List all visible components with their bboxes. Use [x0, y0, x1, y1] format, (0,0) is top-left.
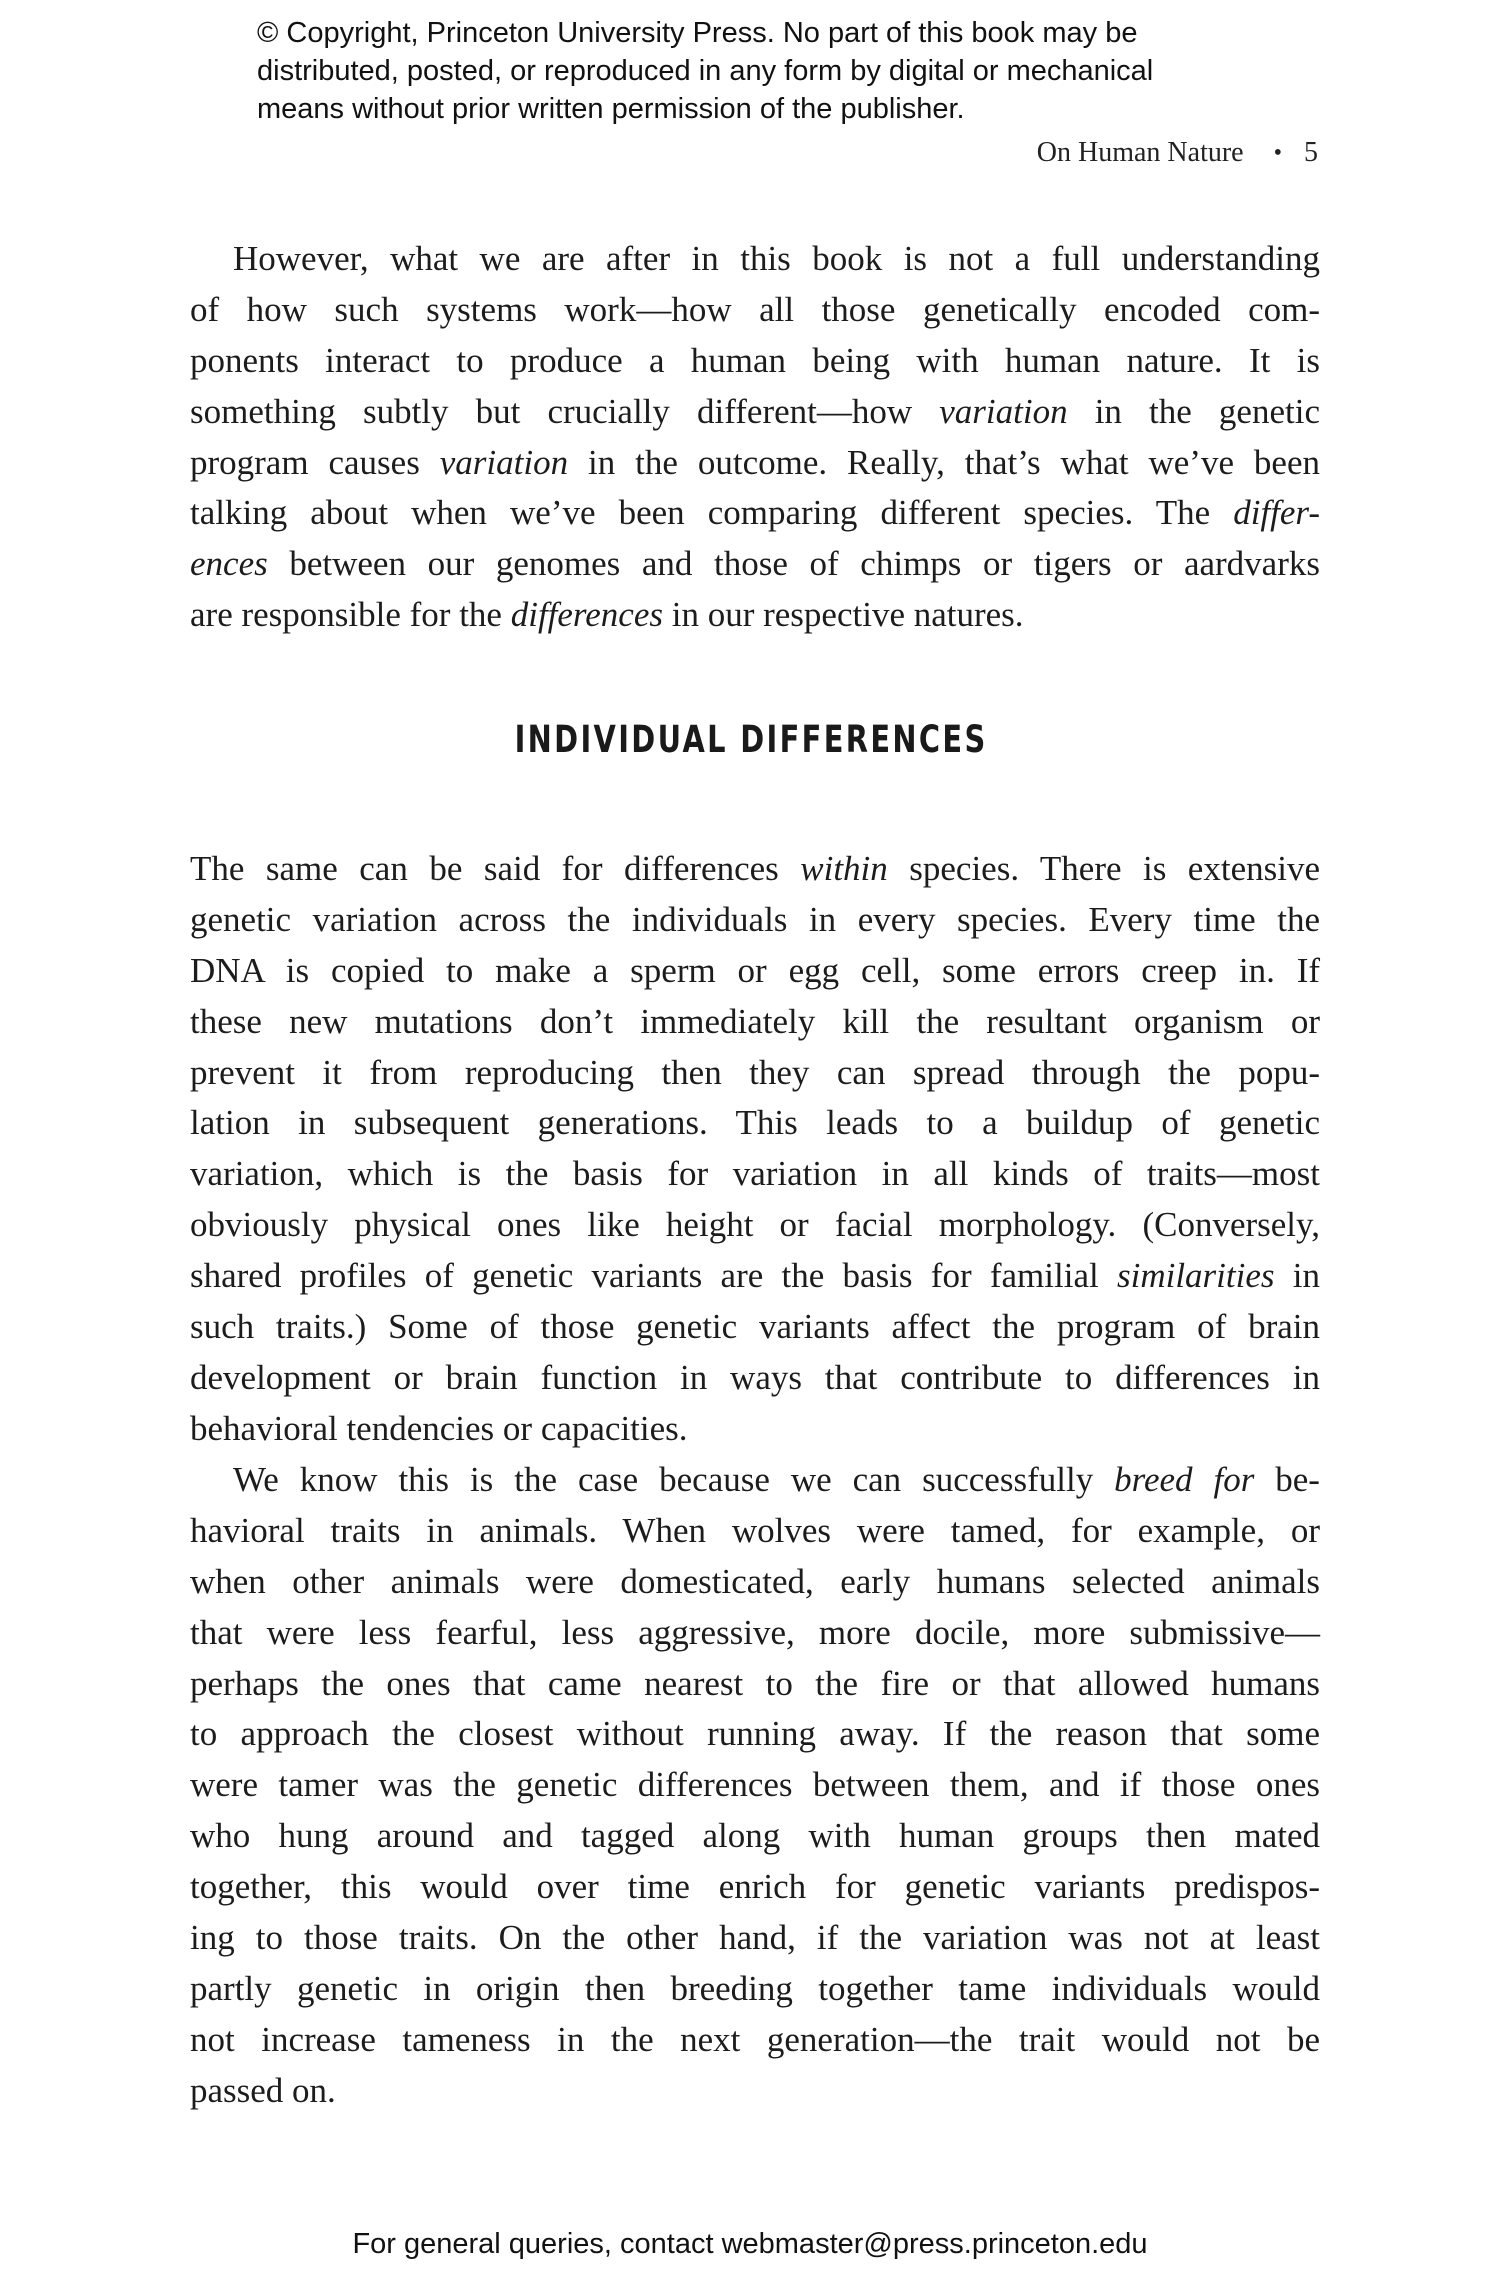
footer-contact: For general queries, contact webmaster@press.princeton.edu	[352, 2228, 1148, 2260]
text-line: genetic variation across the individuals in every species. Every time the	[190, 899, 1320, 939]
text-line: development or brain function in ways that contribute to differences in	[190, 1357, 1320, 1397]
section-heading: INDIVIDUAL DIFFERENCES	[514, 718, 988, 761]
text-line: of how such systems work—how all those genetically encoded com-	[190, 289, 1320, 329]
emphasis: ences	[190, 544, 268, 584]
emphasis: within	[800, 849, 888, 888]
text-line: DNA is copied to make a sperm or egg cell, some errors creep in. If	[190, 950, 1320, 990]
text-line: to approach the closest without running away. If the reason that some	[190, 1714, 1320, 1754]
text-line: were tamer was the genetic differences between them, and if those ones	[190, 1765, 1320, 1805]
emphasis: similarities	[1116, 1256, 1275, 1296]
text-line: variation, which is the basis for variation in all kinds of traits—most	[190, 1154, 1320, 1194]
text-line: passed on.	[190, 2070, 336, 2110]
emphasis: breed for	[1114, 1460, 1255, 1499]
text-line: havioral traits in animals. When wolves were tamed, for example, or	[190, 1510, 1320, 1550]
copyright-notice	[257, 14, 1317, 128]
chapter-title: On Human Nature	[1036, 137, 1244, 168]
running-head	[1037, 136, 1318, 171]
text-line: lation in subsequent generations. This leads to a buildup of genetic	[190, 1103, 1320, 1143]
text-line: shared profiles of genetic variants are the basis for familial similarities in	[190, 1256, 1320, 1296]
text-line: partly genetic in origin then breeding together tame individuals would	[190, 1968, 1320, 2008]
text-line: behavioral tendencies or capacities.	[190, 1408, 688, 1448]
emphasis: differences	[510, 595, 663, 635]
text-line: not increase tameness in the next generation—the trait would not be	[190, 2019, 1320, 2059]
text-line: perhaps the ones that came nearest to the fire or that allowed humans	[190, 1663, 1320, 1703]
copyright-line: means without prior written permission of the publisher.	[257, 93, 965, 125]
text-line: ing to those traits. On the other hand, if the variation was not at least	[190, 1918, 1320, 1958]
text-line: We know this is the case because we can successfully breed for be-	[233, 1460, 1320, 1499]
text-line: who hung around and tagged along with human groups then mated	[190, 1816, 1320, 1856]
text-line: obviously physical ones like height or facial morphology. (Conversely,	[190, 1205, 1320, 1245]
text-line: ences between our genomes and those of chimps or tigers or aardvarks	[190, 544, 1320, 584]
bullet-separator: •	[1273, 140, 1282, 166]
text-line: ponents interact to produce a human being with human nature. It is	[190, 340, 1320, 380]
text-line: talking about when we’ve been comparing different species. The differ-	[190, 493, 1320, 533]
copyright-line: distributed, posted, or reproduced in any form by digital or mechanical	[257, 55, 1154, 87]
copyright-line: © Copyright, Princeton University Press. No part of this book may be	[257, 17, 1138, 49]
text-line: such traits.) Some of those genetic variants affect the program of brain	[190, 1307, 1320, 1347]
text-line: prevent it from reproducing then they can spread through the popu-	[190, 1052, 1320, 1092]
text-line: are responsible for the differences in our respective natures.	[190, 595, 1024, 635]
text-line: when other animals were domesticated, early humans selected animals	[190, 1561, 1320, 1601]
text-line: However, what we are after in this book is not a full understanding	[233, 239, 1320, 278]
paragraph-3	[190, 1455, 1320, 2117]
text-line: that were less fearful, less aggressive, more docile, more submissive—	[190, 1612, 1320, 1652]
page-number: 5	[1304, 137, 1318, 168]
emphasis: variation	[939, 391, 1068, 431]
paragraph-2	[190, 844, 1320, 1455]
emphasis: differ-	[1233, 493, 1320, 533]
text-line: together, this would over time enrich for genetic variants predispos-	[190, 1867, 1320, 1907]
text-line: these new mutations don’t immediately kill the resultant organism or	[190, 1001, 1320, 1041]
text-line: program causes variation in the outcome. Really, that’s what we’ve been	[190, 442, 1320, 482]
text-line: The same can be said for differences within species. There is extensive	[190, 849, 1320, 888]
paragraph-1	[190, 234, 1320, 641]
emphasis: variation	[439, 442, 569, 482]
text-line: something subtly but crucially different—how variation in the genetic	[190, 391, 1320, 431]
